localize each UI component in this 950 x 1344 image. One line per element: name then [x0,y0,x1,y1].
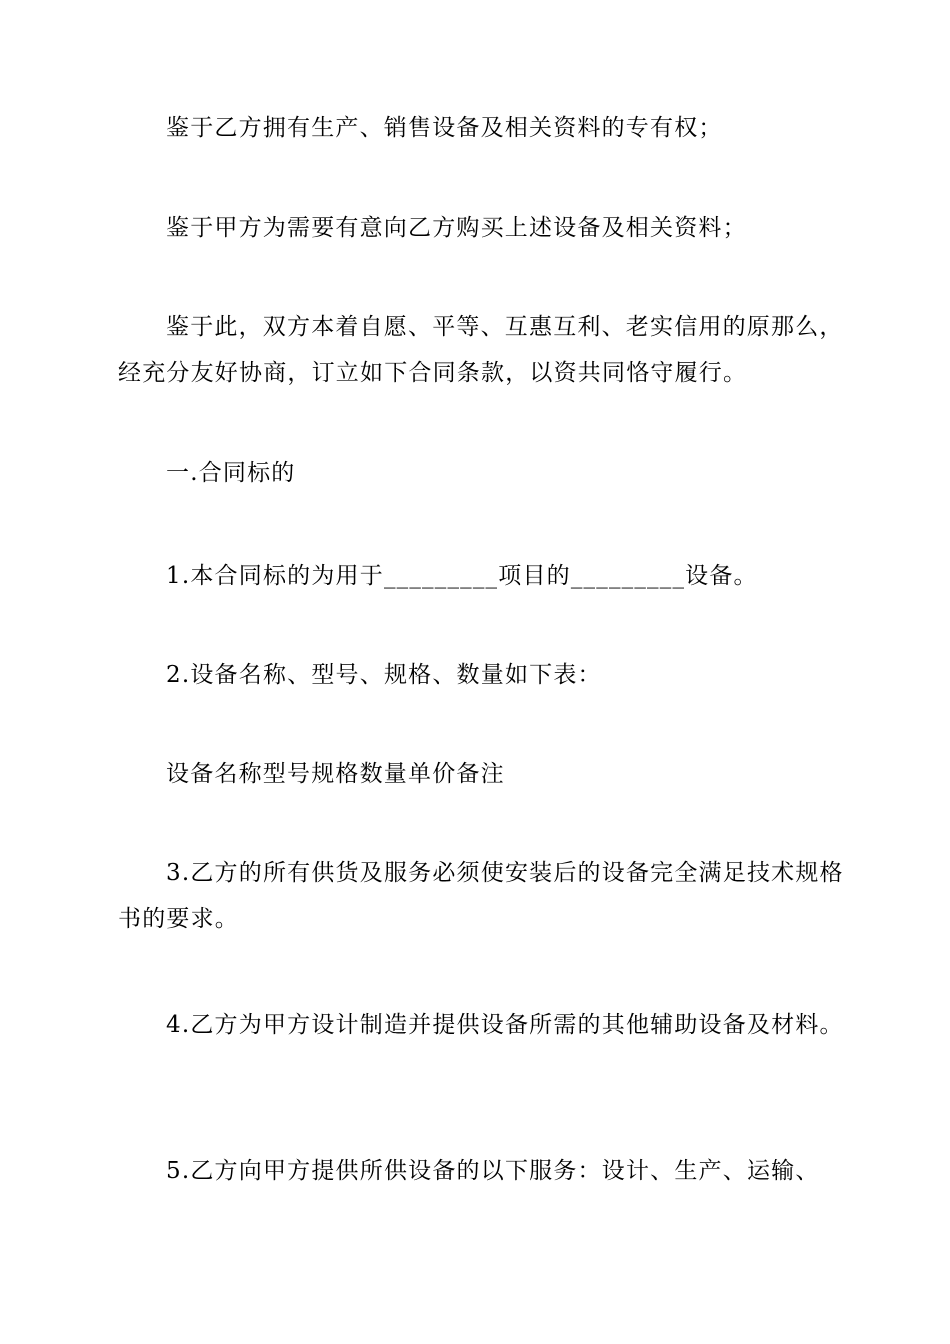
clause-5-services: 5.乙方向甲方提供所供设备的以下服务：设计、生产、运输、 [166,1158,820,1184]
equipment-table-header: 设备名称型号规格数量单价备注 [166,761,505,787]
paragraph-whereas-seller-rights: 鉴于乙方拥有生产、销售设备及相关资料的专有权； [166,115,723,141]
section-heading-contract-subject: 一.合同标的 [166,460,296,486]
clause-1-subject: 1.本合同标的为用于_________项目的_________设备。 [166,563,758,589]
clause-2-equipment-list: 2.设备名称、型号、规格、数量如下表： [166,662,602,688]
paragraph-whereas-buyer-intent: 鉴于甲方为需要有意向乙方购买上述设备及相关资料； [166,215,747,241]
paragraph-agreement-basis: 鉴于此，双方本着自愿、平等、互惠互利、老实信用的原那么，经充分友好协商，订立如下合同条款，以资共同恪守履行。 [118,314,844,386]
clause-3-requirements: 3.乙方的所有供货及服务必须使安装后的设备完全满足技术规格书的要求。 [118,860,844,932]
clause-4-auxiliary: 4.乙方为甲方设计制造并提供设备所需的其他辅助设备及材料。 [166,1012,844,1038]
